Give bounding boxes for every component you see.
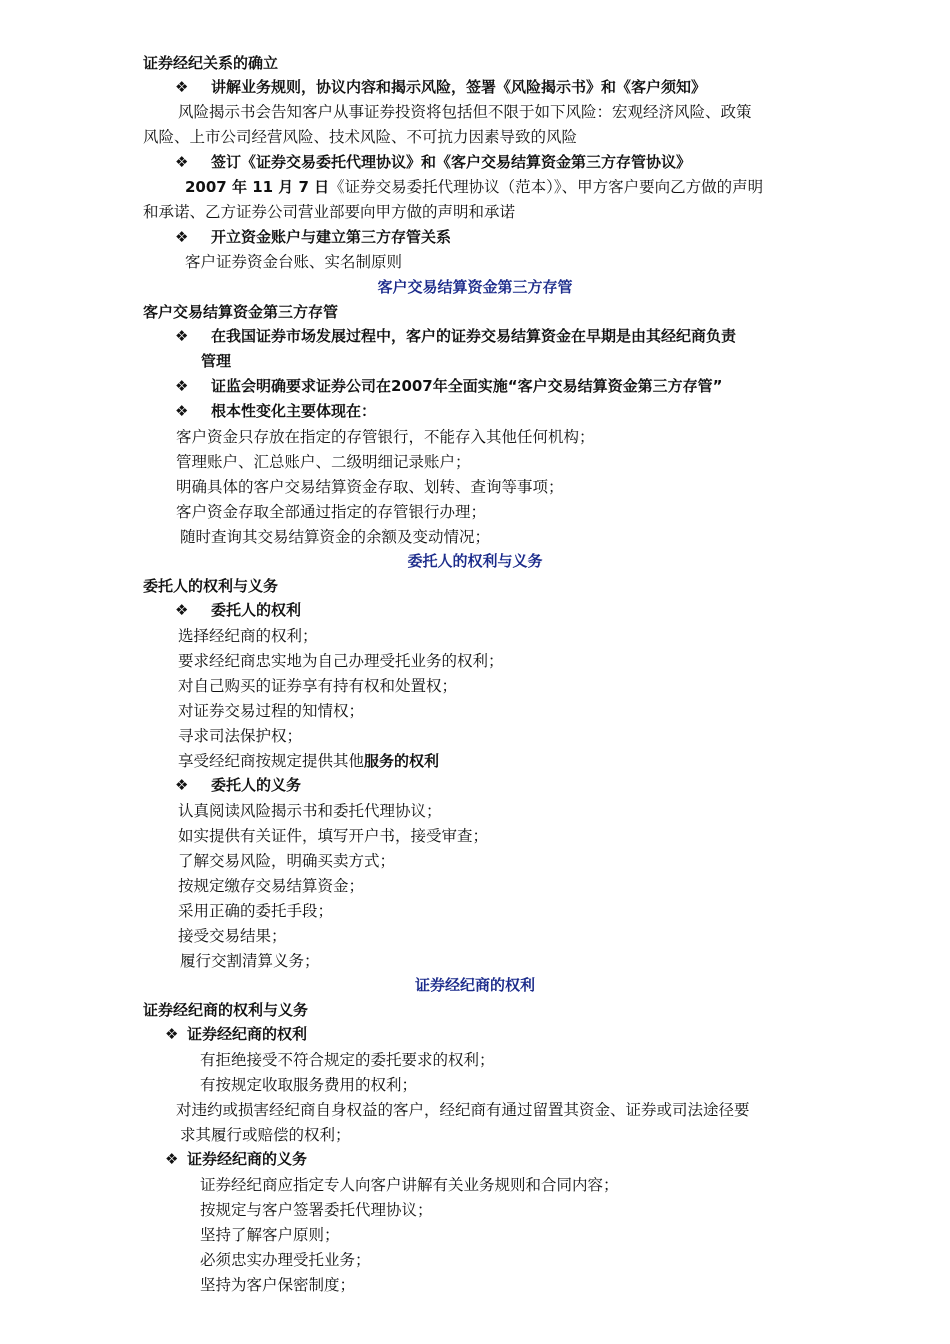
- paragraph-line: 风险揭示书会告知客户从事证券投资将包括但不限于如下风险：宏观经济风险、政策: [178, 103, 752, 121]
- bullet-text-continuation: 管理: [201, 352, 232, 370]
- bullet-text: 证监会明确要求证券公司在2007年全面实施“客户交易结算资金第三方存管”: [211, 377, 723, 395]
- list-item: 寻求司法保护权；: [178, 727, 303, 745]
- paragraph-line: 和承诺、乙方证券公司营业部要向甲方做的声明和承诺: [143, 203, 516, 221]
- list-item: [178, 750, 439, 772]
- diamond-bullet-icon: ❖: [175, 153, 189, 171]
- list-item: 如实提供有关证件，填写开户书，接受审查；: [178, 827, 489, 845]
- bullet-item: [165, 1023, 307, 1045]
- bullet-text: 证券经纪商的义务: [187, 1150, 308, 1168]
- list-item: 履行交割清算义务；: [180, 952, 320, 970]
- list-item: 明确具体的客户交易结算资金存取、划转、查询等事项；: [176, 478, 564, 496]
- list-item: 对证券交易过程的知情权；: [178, 702, 365, 720]
- list-item: 管理账户、汇总账户、二级明细记录账户；: [176, 453, 471, 471]
- list-item: 选择经纪商的权利；: [178, 627, 318, 645]
- list-item: 客户资金存取全部通过指定的存管银行办理；: [176, 503, 487, 521]
- agreement-date: 2007 年 11 月 7 日: [185, 178, 330, 196]
- bullet-text: 讲解业务规则，协议内容和揭示风险，签署《风险揭示书》和《客户须知》: [211, 78, 707, 96]
- list-item: 有拒绝接受不符合规定的委托要求的权利；: [200, 1051, 495, 1069]
- bullet-text: 开立资金账户与建立第三方存管关系: [211, 228, 452, 246]
- section-heading-centered: 证券经纪商的权利: [414, 976, 535, 994]
- paragraph-line: 风险、上市公司经营风险、技术风险、不可抗力因素导致的风险: [143, 128, 578, 146]
- bullet-item: [175, 599, 301, 621]
- list-item: 按规定缴存交易结算资金；: [178, 877, 365, 895]
- bullet-text: 根本性变化主要体现在：: [211, 402, 377, 420]
- diamond-bullet-icon: ❖: [175, 776, 189, 794]
- bullet-item: [175, 400, 376, 422]
- paragraph-line: [185, 176, 763, 198]
- diamond-bullet-icon: ❖: [175, 601, 189, 619]
- bullet-text: 委托人的义务: [211, 776, 302, 794]
- bullet-item: [175, 325, 736, 347]
- list-item: 坚持为客户保密制度；: [200, 1276, 356, 1294]
- bullet-text: 签订《证券交易委托代理协议》和《客户交易结算资金第三方存管协议》: [211, 153, 692, 171]
- bullet-text: 在我国证券市场发展过程中，客户的证券交易结算资金在早期是由其经纪商负责: [211, 327, 737, 345]
- bullet-item: [175, 375, 722, 397]
- list-item: 有按规定收取服务费用的权利；: [200, 1076, 418, 1094]
- list-item: 接受交易结果；: [178, 927, 287, 945]
- bullet-item: [165, 1148, 307, 1170]
- section-heading-centered: 委托人的权利与义务: [407, 552, 543, 570]
- list-item-text: 享受经纪商按规定提供其他: [178, 752, 365, 770]
- list-item: 随时查询其交易结算资金的余额及变动情况；: [180, 528, 491, 546]
- section-title: 证券经纪关系的确立: [143, 54, 279, 72]
- bullet-text: 委托人的权利: [211, 601, 302, 619]
- list-item: 坚持了解客户原则；: [200, 1226, 340, 1244]
- bullet-item: [175, 76, 706, 98]
- list-item: 认真阅读风险揭示书和委托代理协议；: [178, 802, 442, 820]
- section-title: 委托人的权利与义务: [143, 577, 279, 595]
- section-title: 客户交易结算资金第三方存管: [143, 303, 339, 321]
- list-item: 了解交易风险，明确买卖方式；: [178, 852, 396, 870]
- bullet-item: [175, 226, 451, 248]
- paragraph-line: 对违约或损害经纪商自身权益的客户，经纪商有通过留置其资金、证券或司法途径要: [176, 1101, 750, 1119]
- bullet-item: [175, 151, 691, 173]
- list-item: 对自己购买的证券享有持有权和处置权；: [178, 677, 458, 695]
- paragraph-line: 客户证券资金台账、实名制原则: [185, 253, 403, 271]
- section-heading-centered: 客户交易结算资金第三方存管: [377, 278, 573, 296]
- diamond-bullet-icon: ❖: [165, 1025, 179, 1043]
- diamond-bullet-icon: ❖: [175, 327, 189, 345]
- diamond-bullet-icon: ❖: [175, 78, 189, 96]
- list-item: 证券经纪商应指定专人向客户讲解有关业务规则和合同内容；: [200, 1176, 619, 1194]
- agreement-text: 《证券交易委托代理协议（范本）》、甲方客户要向乙方做的声明: [329, 178, 764, 196]
- paragraph-line: 求其履行或赔偿的权利；: [180, 1126, 351, 1144]
- diamond-bullet-icon: ❖: [175, 402, 189, 420]
- bullet-text: 证券经纪商的权利: [187, 1025, 308, 1043]
- diamond-bullet-icon: ❖: [175, 377, 189, 395]
- bullet-item: [175, 774, 301, 796]
- diamond-bullet-icon: ❖: [165, 1150, 179, 1168]
- section-title: 证券经纪商的权利与义务: [143, 1001, 309, 1019]
- list-item: 采用正确的委托手段；: [178, 902, 334, 920]
- list-item: 要求经纪商忠实地为自己办理受托业务的权利；: [178, 652, 504, 670]
- list-item: 客户资金只存放在指定的存管银行，不能存入其他任何机构；: [176, 428, 595, 446]
- diamond-bullet-icon: ❖: [175, 228, 189, 246]
- list-item: 必须忠实办理受托业务；: [200, 1251, 371, 1269]
- list-item-text-bold: 服务的权利: [364, 752, 440, 770]
- list-item: 按规定与客户签署委托代理协议；: [200, 1201, 433, 1219]
